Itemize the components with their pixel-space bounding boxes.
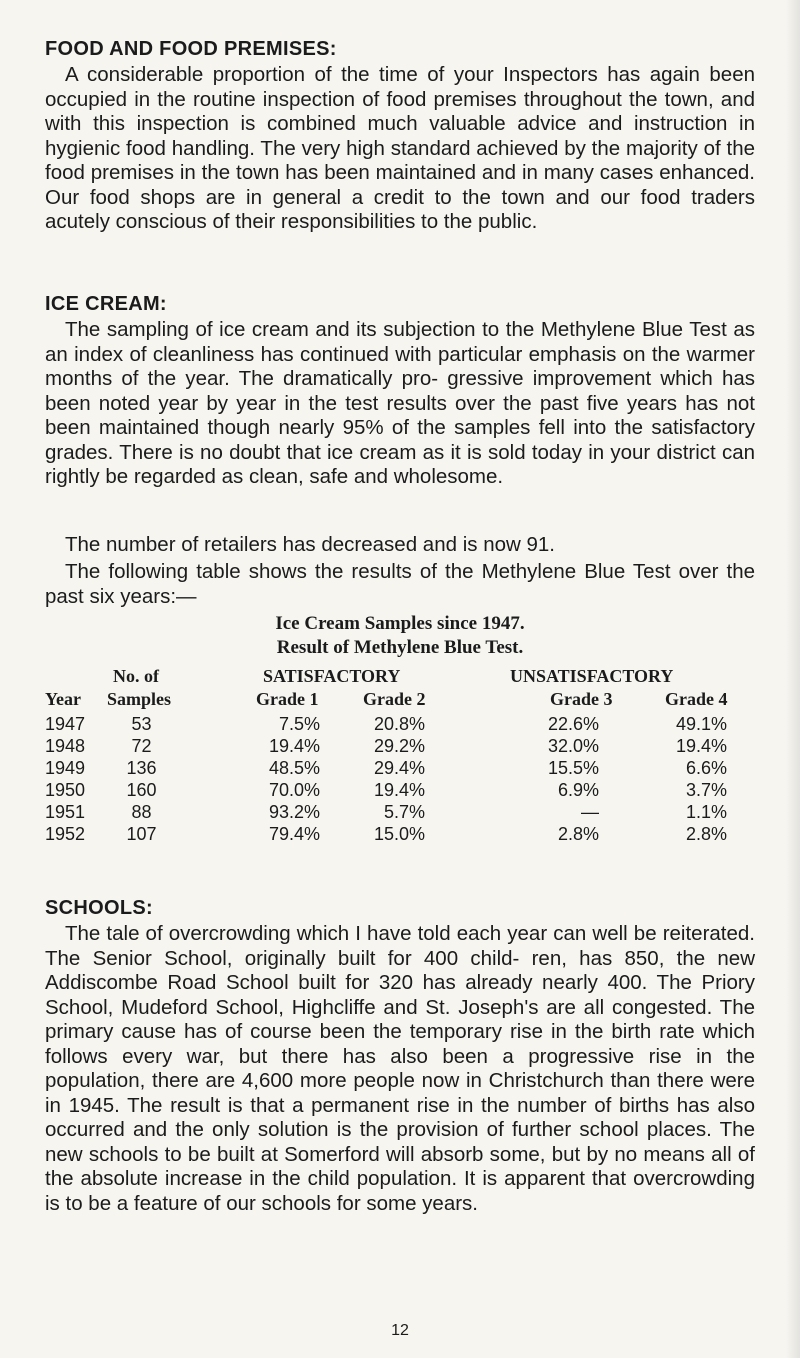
table-title-line-1: Ice Cream Samples since 1947. <box>275 613 525 634</box>
cell-year: 1950 <box>45 780 86 800</box>
cell-grade-1: 93.2% <box>268 802 320 822</box>
header-no-of: No. of <box>113 666 159 686</box>
schools-paragraph: The tale of overcrowding which I have told each year can well be reiterated. The Senior School, originally built for 400 child- ren, has 850, the new Addiscombe Road School built for 320 has already nearly 400. The Priory School, Mudeford School, Highcliffe and St. Joseph's are all congested. The primary cause has of course been the temporary rise in the birth rate which follows every war, but there has also been a progressive rise in the population, there are 4,600 more people now in Christchurch than there were in 1945. The result is that a permanent rise in the number of births has also occurred and the only solution is the provision of further school places. The new schools to be built at Somerford will absorb some, but by no means all of the absolute increase in the child population. It is apparent that overcrowding is to be a feature of our schools for some years. <box>45 922 755 1215</box>
cell-samples: 53 <box>131 714 152 734</box>
column-grade-2: Grade 2 <box>363 689 426 709</box>
cell-year: 1947 <box>45 714 86 734</box>
column-year: Year <box>45 689 81 709</box>
column-samples: Samples <box>107 689 172 709</box>
header-unsatisfactory: UNSATISFACTORY <box>510 666 674 686</box>
table-title-line-2: Result of Methylene Blue Test. <box>276 637 524 658</box>
page-number: 12 <box>391 1322 409 1339</box>
cell-samples: 107 <box>126 824 157 844</box>
cell-grade-2: 29.4% <box>373 758 425 778</box>
ice-cream-paragraph-2: The number of retailers has decreased and is now 91. <box>65 533 555 556</box>
cell-grade-1: 70.0% <box>268 780 320 800</box>
cell-grade-3: — <box>581 802 599 822</box>
header-satisfactory: SATISFACTORY <box>263 666 401 686</box>
cell-samples: 136 <box>126 758 157 778</box>
table-row <box>45 824 760 846</box>
table-row <box>45 758 760 780</box>
ice-cream-heading: ICE CREAM: <box>45 293 167 315</box>
cell-grade-2: 15.0% <box>373 824 425 844</box>
cell-grade-4: 6.6% <box>685 758 727 778</box>
cell-year: 1948 <box>45 736 86 756</box>
cell-grade-4: 1.1% <box>685 802 727 822</box>
cell-year: 1952 <box>45 824 86 844</box>
cell-samples: 88 <box>131 802 152 822</box>
cell-grade-1: 7.5% <box>278 714 320 734</box>
cell-grade-4: 3.7% <box>685 780 727 800</box>
table-row <box>45 714 760 736</box>
cell-grade-3: 2.8% <box>557 824 599 844</box>
cell-samples: 72 <box>131 736 152 756</box>
cell-grade-1: 79.4% <box>268 824 320 844</box>
table-column-header-row <box>45 689 760 711</box>
page-edge-shadow <box>786 0 800 1358</box>
table-row <box>45 736 760 758</box>
food-premises-paragraph: A considerable proportion of the time of your Inspectors has again been occupied in the routine inspection of food premises throughout the town, and with this inspection is combined much valuable advice and instruction in hygienic food handling. The very high standard achieved by the majority of the food premises in the town has been maintained and in many cases enhanced. Our food shops are in general a credit to the town and our food traders acutely conscious of their responsibilities to the public. <box>45 63 755 233</box>
cell-year: 1951 <box>45 802 86 822</box>
table-group-header-row <box>45 666 760 688</box>
cell-grade-2: 5.7% <box>383 802 425 822</box>
cell-grade-2: 29.2% <box>373 736 425 756</box>
cell-grade-3: 32.0% <box>547 736 599 756</box>
schools-heading: SCHOOLS: <box>45 897 153 919</box>
cell-grade-4: 49.1% <box>675 714 727 734</box>
ice-cream-paragraph-1: The sampling of ice cream and its subjection to the Methylene Blue Test as an index of cleanliness has continued with particular emphasis on the warmer months of the year. The dramatically pro- gressive improvement which has been noted year by year in the test results over the past five years has not been maintained though nearly 95% of the samples fell into the satisfactory grades. There is no doubt that ice cream as it is sold today in your district can rightly be regarded as clean, safe and wholesome. <box>45 318 755 488</box>
table-row <box>45 802 760 824</box>
table-row <box>45 780 760 802</box>
column-grade-4: Grade 4 <box>665 689 728 709</box>
cell-grade-2: 20.8% <box>373 714 425 734</box>
cell-grade-3: 6.9% <box>557 780 599 800</box>
cell-grade-2: 19.4% <box>373 780 425 800</box>
column-grade-1: Grade 1 <box>256 689 319 709</box>
food-premises-heading: FOOD AND FOOD PREMISES: <box>45 38 337 60</box>
cell-grade-4: 2.8% <box>685 824 727 844</box>
cell-grade-3: 22.6% <box>547 714 599 734</box>
cell-grade-3: 15.5% <box>547 758 599 778</box>
cell-samples: 160 <box>126 780 157 800</box>
cell-grade-1: 19.4% <box>268 736 320 756</box>
column-grade-3: Grade 3 <box>550 689 613 709</box>
ice-cream-paragraph-3: The following table shows the results of the Methylene Blue Test over the past six years:— <box>45 560 755 608</box>
cell-year: 1949 <box>45 758 86 778</box>
cell-grade-4: 19.4% <box>675 736 727 756</box>
cell-grade-1: 48.5% <box>268 758 320 778</box>
